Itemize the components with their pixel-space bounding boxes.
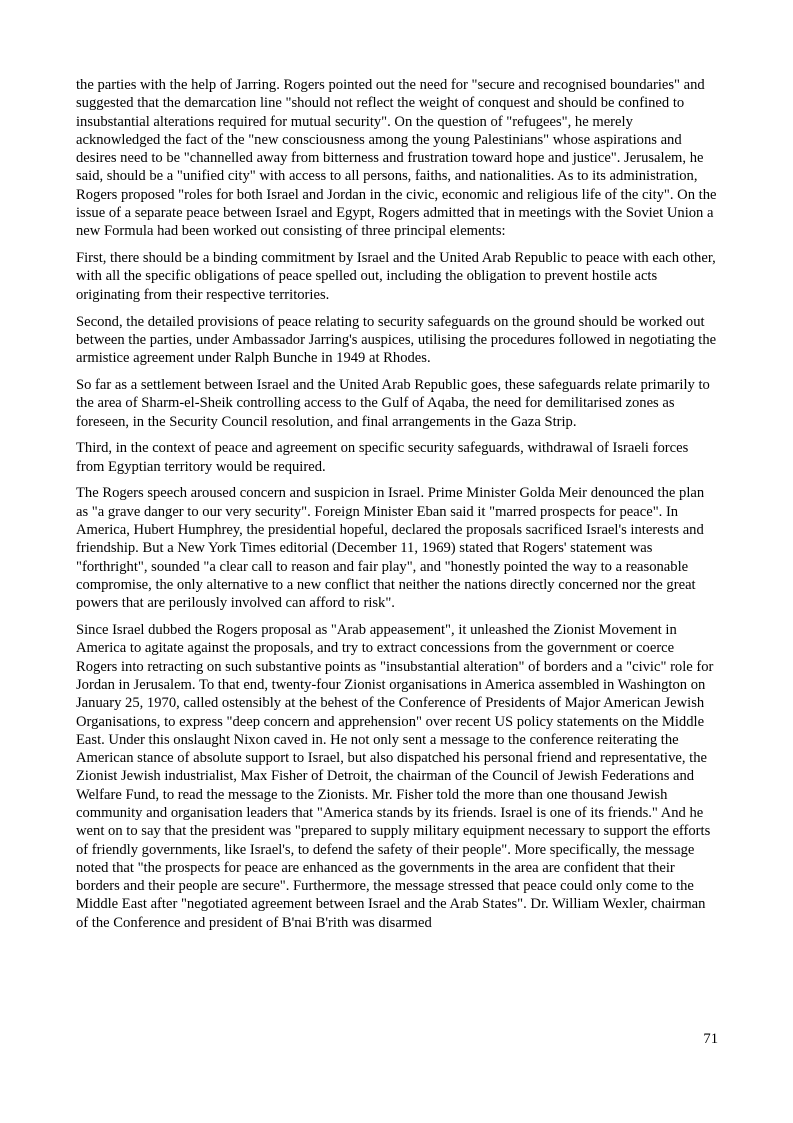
paragraph-7: Since Israel dubbed the Rogers proposal as "Arab appeasement", it unleashed the Zionist Movement in America to agitate against the proposals, and try to extract concessions from the government or coerce Rogers into retracting on such substantive points as "insubstantial alteration" of borders and a "civic" role for Jordan in Jerusalem. To that end, twenty-four Zionist organisations in America assembled in Washington on January 25, 1970, called ostensibly at the behest of the Conference of Presidents of Major American Jewish Organisations, to express "deep concern and apprehension" over recent US policy statements on the Middle East. Under this onslaught Nixon caved in. He not only sent a message to the conference reiterating the American stance of absolute support to Israel, but also dispatched his personal friend and representative, the Zionist Jewish industrialist, Max Fisher of Detroit, the chairman of the Council of Jewish Federations and Welfare Fund, to read the message to the Zionists. Mr. Fisher told the more than one thousand Jewish community and organisation leaders that "America stands by its friends. Israel is one of its friends." And he went on to say that the president was "prepared to supply military equipment necessary to support the efforts of friendly governments, like Israel's, to defend the safety of their people". More specifically, the message noted that "the prospects for peace are enhanced as the governments in the area are confident that their borders and their people are secure". Furthermore, the message stressed that peace could only come to the Middle East after "negotiated agreement between Israel and the Arab States". Dr. William Wexler, chairman of the Conference and president of B'nai B'rith was disarmed bbox=[76, 622, 714, 931]
page-number: 71 bbox=[703, 1031, 718, 1047]
paragraph-3: Second, the detailed provisions of peace relating to security safeguards on the ground should be worked out between the parties, under Ambassador Jarring's auspices, utilising the procedures followed in negotiating the armistice agreement under Ralph Bunche in 1949 at Rhodes. bbox=[76, 313, 717, 367]
paragraph-1: the parties with the help of Jarring. Rogers pointed out the need for "secure and recognised boundaries" and suggested that the demarcation line "should not reflect the weight of conquest and should be confined to insubstantial alterations required for mutual security". On the question of "refugees", he merely acknowledged the fact of the "new consciousness among the young Palestinians" whose aspirations and desires need to be "channelled away from bitterness and frustration toward hope and justice". Jerusalem, he said, should be a "unified city" with access to all persons, faiths, and nationalities. As to its administration, Rogers proposed "roles for both Israel and Jordan in the civic, economic and religious life of the city". On the issue of a separate peace between Israel and Egypt, Rogers admitted that in meetings with the Soviet Union a new Formula had been worked out consisting of three principal elements: bbox=[76, 77, 717, 240]
paragraph-6: The Rogers speech aroused concern and suspicion in Israel. Prime Minister Golda Meir denounced the plan as "a grave danger to our very security". Foreign Minister Eban said it "marred prospects for peace". In America, Hubert Humphrey, the presidential hopeful, declared the proposals sacrificed Israel's interests and friendship. But a New York Times editorial (December 11, 1969) stated that Rogers' statement was "forthright", sounded "a clear call to reason and fair play", and "honestly pointed the way to a reasonable compromise, the only alternative to a new conflict that neither the nations directly concerned nor the great powers that are perilously involved can afford to risk". bbox=[76, 485, 705, 612]
paragraph-4: So far as a settlement between Israel and the United Arab Republic goes, these safeguards relate primarily to the area of Sharm-el-Sheik controlling access to the Gulf of Aqaba, the need for demilitarised zones as foreseen, in the Security Council resolution, and final arrangements in the Gaza Strip. bbox=[76, 376, 710, 430]
paragraph-2: First, there should be a binding commitment by Israel and the United Arab Republic to peace with each other, with all the specific obligations of peace spelled out, including the obligation to prevent hostile acts originating from their respective territories. bbox=[76, 250, 716, 303]
document-body bbox=[76, 76, 719, 941]
paragraph-5: Third, in the context of peace and agreement on specific security safeguards, withdrawal of Israeli forces from Egyptian territory would be required. bbox=[76, 440, 689, 475]
